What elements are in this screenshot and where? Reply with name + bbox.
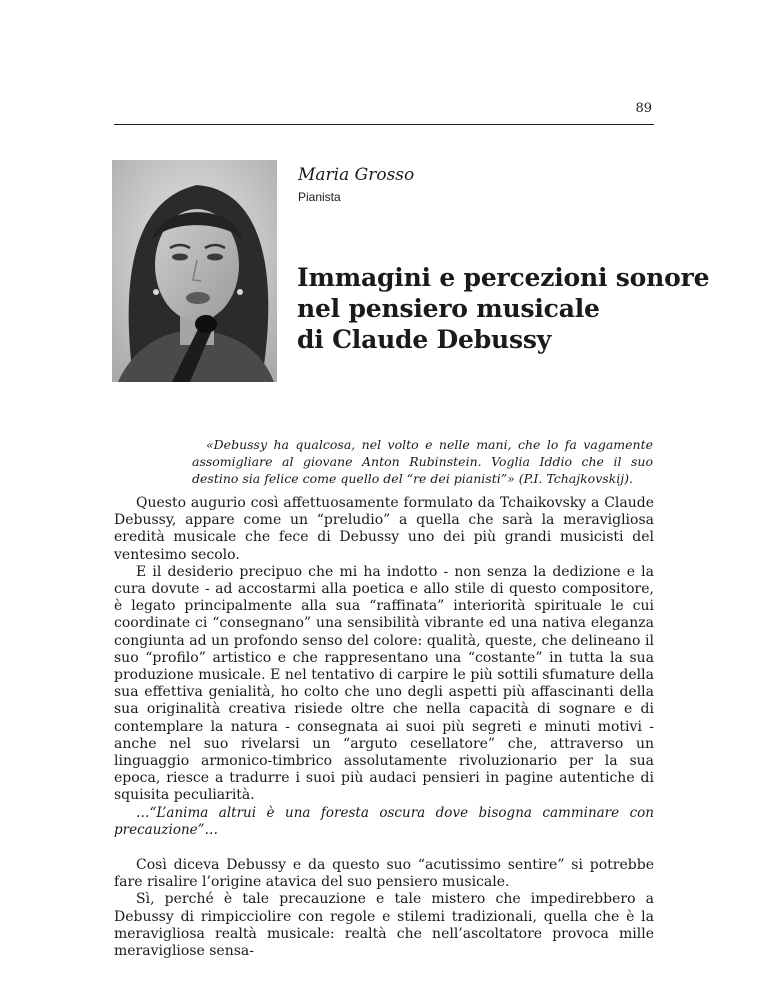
author-name: Maria Grosso (298, 165, 415, 185)
author-role: Pianista (298, 190, 341, 204)
title-line: Immagini e percezioni sonore (297, 263, 710, 292)
paragraph: Sì, perché è tale precauzione e tale mistero che impedirebbero a Debussy di rimpicciolire con regole e stilemi tradizionali, quella che è la meravigliosa realtà musicale: realtà che nell’ascoltatore provoca mille meravigliose sensa- (114, 891, 654, 960)
paragraph: E il desiderio precipuo che mi ha indotto - non senza la dedizione e la cura dovute - ad accostarmi alla poetica e allo stile di questo compositore, è legato principalmente alla sua “raffinata” interiorità spirituale le cui coordinate ci “consegnano” una sensibilità vibrante ed una nativa eleganza congiunta ad un profondo senso del colore: qualità, queste, che delineano il suo “profilo” artistico e che rappresentano una “costante” in tutta la sua produzione musicale. E nel tentativo di carpire le più sottili sfumature della sua effettiva genialità, ho colto che uno degli aspetti più affascinanti della sua originalità creativa risiede oltre che nella capacità di sognare e di contemplare la natura - consegnata ai suoi più segreti e minuti motivi - anche nel suo rivelarsi un “arguto cesellatore” che, attraverso un linguaggio armonico-timbrico assolutamente rivoluzionario per la sua epoca, riesce a tradurre i suoi più audaci pensieri in pagine autentiche di squisita peculiarità. (114, 563, 654, 804)
body-text (114, 495, 654, 960)
paragraph: Questo augurio così affettuosamente formulato da Tchaikovsky a Claude Debussy, appare come un “preludio” a quella che sarà la meravigliosa eredità musicale che fece di Debussy uno dei più grandi musicisti del ventesimo secolo. (114, 495, 654, 563)
header-rule (114, 124, 654, 125)
title-line: di Claude Debussy (297, 325, 552, 354)
quote-paragraph: …“L’anima altrui è una foresta oscura dove bisogna camminare con precauzione”… (114, 804, 654, 838)
epigraph (192, 436, 653, 487)
page-number: 89 (635, 101, 652, 116)
title-line: nel pensiero musicale (297, 294, 600, 323)
author-portrait (112, 160, 277, 382)
paragraph: Così diceva Debussy e da questo suo “acutissimo sentire” si potrebbe fare risalire l’origine atavica del suo pensiero musicale. (114, 857, 654, 891)
epigraph-text: «Debussy ha qualcosa, nel volto e nelle mani, che lo fa vagamente assomigliare al giovane Anton Rubinstein. Voglia Iddio che il suo destino sia felice come quello del “re dei pianisti”» (P.I. Tchajkovskij). (192, 437, 653, 486)
article-title (297, 262, 709, 355)
